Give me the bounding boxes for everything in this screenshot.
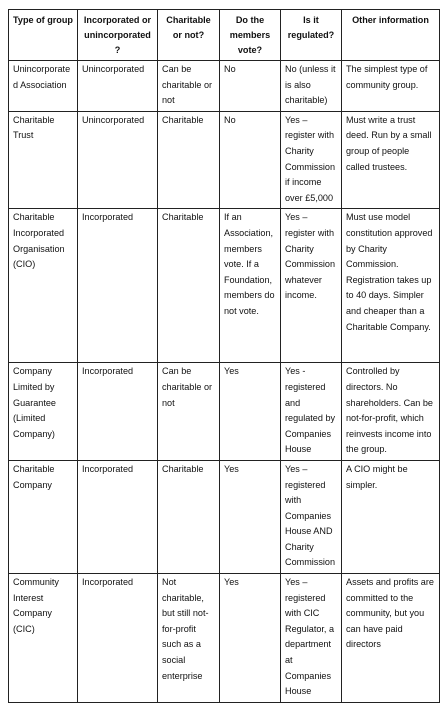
cell-type: Charitable Trust — [9, 111, 78, 209]
cell-charitable: Can be charitable or not — [158, 61, 220, 112]
cell-incorporated: Incorporated — [78, 460, 158, 573]
cell-vote: No — [220, 111, 281, 209]
header-regulated: Is it regulated? — [281, 10, 342, 61]
cell-vote: Yes — [220, 363, 281, 461]
cell-incorporated: Incorporated — [78, 363, 158, 461]
cell-regulated: Yes – register with Charity Commission if income over £5,000 — [281, 111, 342, 209]
cell-incorporated: Unincorporated — [78, 61, 158, 112]
table-row — [9, 460, 440, 573]
cell-vote: Yes — [220, 574, 281, 703]
cell-regulated: Yes – register with Charity Commission whatever income. — [281, 209, 342, 363]
table-row — [9, 111, 440, 209]
cell-type: Unincorporated Association — [9, 61, 78, 112]
cell-regulated: No (unless it is also charitable) — [281, 61, 342, 112]
cell-incorporated: Unincorporated — [78, 111, 158, 209]
cell-vote: Yes — [220, 460, 281, 573]
header-type-of-group: Type of group — [9, 10, 78, 61]
cell-info: The simplest type of community group. — [342, 61, 440, 112]
cell-regulated: Yes – registered with CIC Regulator, a department at Companies House — [281, 574, 342, 703]
cell-info: Controlled by directors. No shareholders. Can be not-for-profit, which reinvests income into the group. — [342, 363, 440, 461]
cell-regulated: Yes - registered and regulated by Companies House — [281, 363, 342, 461]
cell-charitable: Charitable — [158, 209, 220, 363]
table-row — [9, 61, 440, 112]
cell-charitable: Charitable — [158, 460, 220, 573]
cell-type: Company Limited by Guarantee (Limited Company) — [9, 363, 78, 461]
group-types-table — [8, 9, 440, 703]
cell-incorporated: Incorporated — [78, 209, 158, 363]
cell-type: Community Interest Company (CIC) — [9, 574, 78, 703]
cell-info: Must use model constitution approved by Charity Commission. Registration takes up to 40 days. Simpler and cheaper than a Charitable Company. — [342, 209, 440, 363]
table-header-row — [9, 10, 440, 61]
cell-charitable: Charitable — [158, 111, 220, 209]
cell-incorporated: Incorporated — [78, 574, 158, 703]
cell-info: Must write a trust deed. Run by a small group of people called trustees. — [342, 111, 440, 209]
header-other-information: Other information — [342, 10, 440, 61]
header-members-vote: Do the members vote? — [220, 10, 281, 61]
header-incorporated: Incorporated or unincorporated? — [78, 10, 158, 61]
cell-type: Charitable Company — [9, 460, 78, 573]
cell-info: Assets and profits are committed to the community, but you can have paid directors — [342, 574, 440, 703]
cell-vote: No — [220, 61, 281, 112]
header-charitable: Charitable or not? — [158, 10, 220, 61]
cell-charitable: Can be charitable or not — [158, 363, 220, 461]
cell-charitable: Not charitable, but still not-for-profit such as a social enterprise — [158, 574, 220, 703]
cell-type: Charitable Incorporated Organisation (CIO) — [9, 209, 78, 363]
table-row — [9, 574, 440, 703]
table-row — [9, 363, 440, 461]
table-row — [9, 209, 440, 363]
cell-info: A CIO might be simpler. — [342, 460, 440, 573]
cell-regulated: Yes – registered with Companies House AND Charity Commission — [281, 460, 342, 573]
cell-vote: If an Association, members vote. If a Foundation, members do not vote. — [220, 209, 281, 363]
